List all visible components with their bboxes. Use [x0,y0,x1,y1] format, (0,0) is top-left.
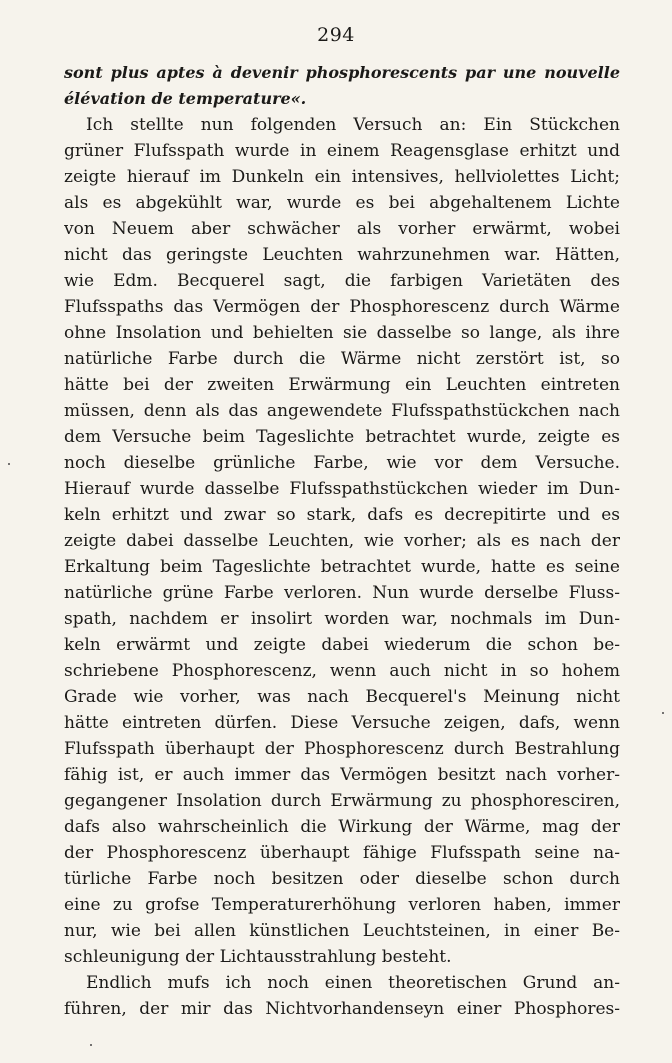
text-line: natürliche grüne Farbe verloren. Nun wurde derselbe Fluss- [64,583,620,603]
text-line: élévation de temperature«. [64,89,307,108]
page-number: 294 [317,24,355,46]
text-line: fähig ist, er auch immer das Vermögen besitzt nach vorher- [64,765,620,785]
text-line: noch dieselbe grünliche Farbe, wie vor dem Versuche. [64,453,620,473]
text-line: müssen, denn als das angewendete Flufsspathstückchen nach [64,401,620,421]
print-speck [90,1044,92,1046]
text-line: hätte eintreten dürfen. Diese Versuche zeigen, dafs, wenn [64,713,620,733]
text-line: führen, der mir das Nichtvorhandenseyn einer Phosphores- [64,999,620,1019]
text-line: türliche Farbe noch besitzen oder dieselbe schon durch [64,869,620,889]
text-line: als es abgekühlt war, wurde es bei abgehaltenem Lichte [64,193,620,213]
text-line: nicht das geringste Leuchten wahrzunehmen war. Hätten, [64,245,620,265]
text-line: dem Versuche beim Tageslichte betrachtet wurde, zeigte es [64,427,620,447]
text-line: hätte bei der zweiten Erwärmung ein Leuchten eintreten [64,375,620,395]
body-text [64,60,620,1022]
text-line: Endlich mufs ich noch einen theoretischen Grund an- [86,973,620,993]
text-line: Flufsspaths das Vermögen der Phosphorescenz durch Wärme [64,297,620,317]
print-speck [662,712,664,714]
text-line: Ich stellte nun folgenden Versuch an: Ein Stückchen [86,115,620,135]
text-line: natürliche Farbe durch die Wärme nicht zerstört ist, so [64,349,620,369]
text-line: nur, wie bei allen künstlichen Leuchtsteinen, in einer Be- [64,921,620,941]
text-line: von Neuem aber schwächer als vorher erwärmt, wobei [64,219,620,239]
text-line: Erkaltung beim Tageslichte betrachtet wurde, hatte es seine [64,557,620,577]
text-line: Grade wie vorher, was nach Becquerel's Meinung nicht [64,687,620,707]
text-line: spath, nachdem er insolirt worden war, nochmals im Dun- [64,609,620,629]
text-line: zeigte hierauf im Dunkeln ein intensives, hellviolettes Licht; [64,167,620,187]
text-line: ohne Insolation und behielten sie dasselbe so lange, als ihre [64,323,620,343]
text-line: wie Edm. Becquerel sagt, die farbigen Varietäten des [64,271,620,291]
text-line: Hierauf wurde dasselbe Flufsspathstückchen wieder im Dun- [64,479,620,499]
text-line: keln erwärmt und zeigte dabei wiederum die schon be- [64,635,620,655]
text-line: keln erhitzt und zwar so stark, dafs es decrepitirte und es [64,505,620,525]
text-line: der Phosphorescenz überhaupt fähige Flufsspath seine na- [64,843,620,863]
text-line: dafs also wahrscheinlich die Wirkung der Wärme, mag der [64,817,620,837]
text-line: eine zu grofse Temperaturerhöhung verloren haben, immer [64,895,620,915]
text-line: schleunigung der Lichtausstrahlung besteht. [64,947,452,967]
print-speck [8,463,10,465]
text-line: schriebene Phosphorescenz, wenn auch nicht in so hohem [64,661,620,681]
text-line: zeigte dabei dasselbe Leuchten, wie vorher; als es nach der [64,531,620,551]
text-line: gegangener Insolation durch Erwärmung zu phosphoresciren, [64,791,620,811]
text-line: Flufsspath überhaupt der Phosphorescenz durch Bestrahlung [64,739,620,759]
text-line: grüner Flufsspath wurde in einem Reagensglase erhitzt und [64,141,620,161]
text-line: sont plus aptes à devenir phosphorescents par une nouvelle [64,63,620,82]
